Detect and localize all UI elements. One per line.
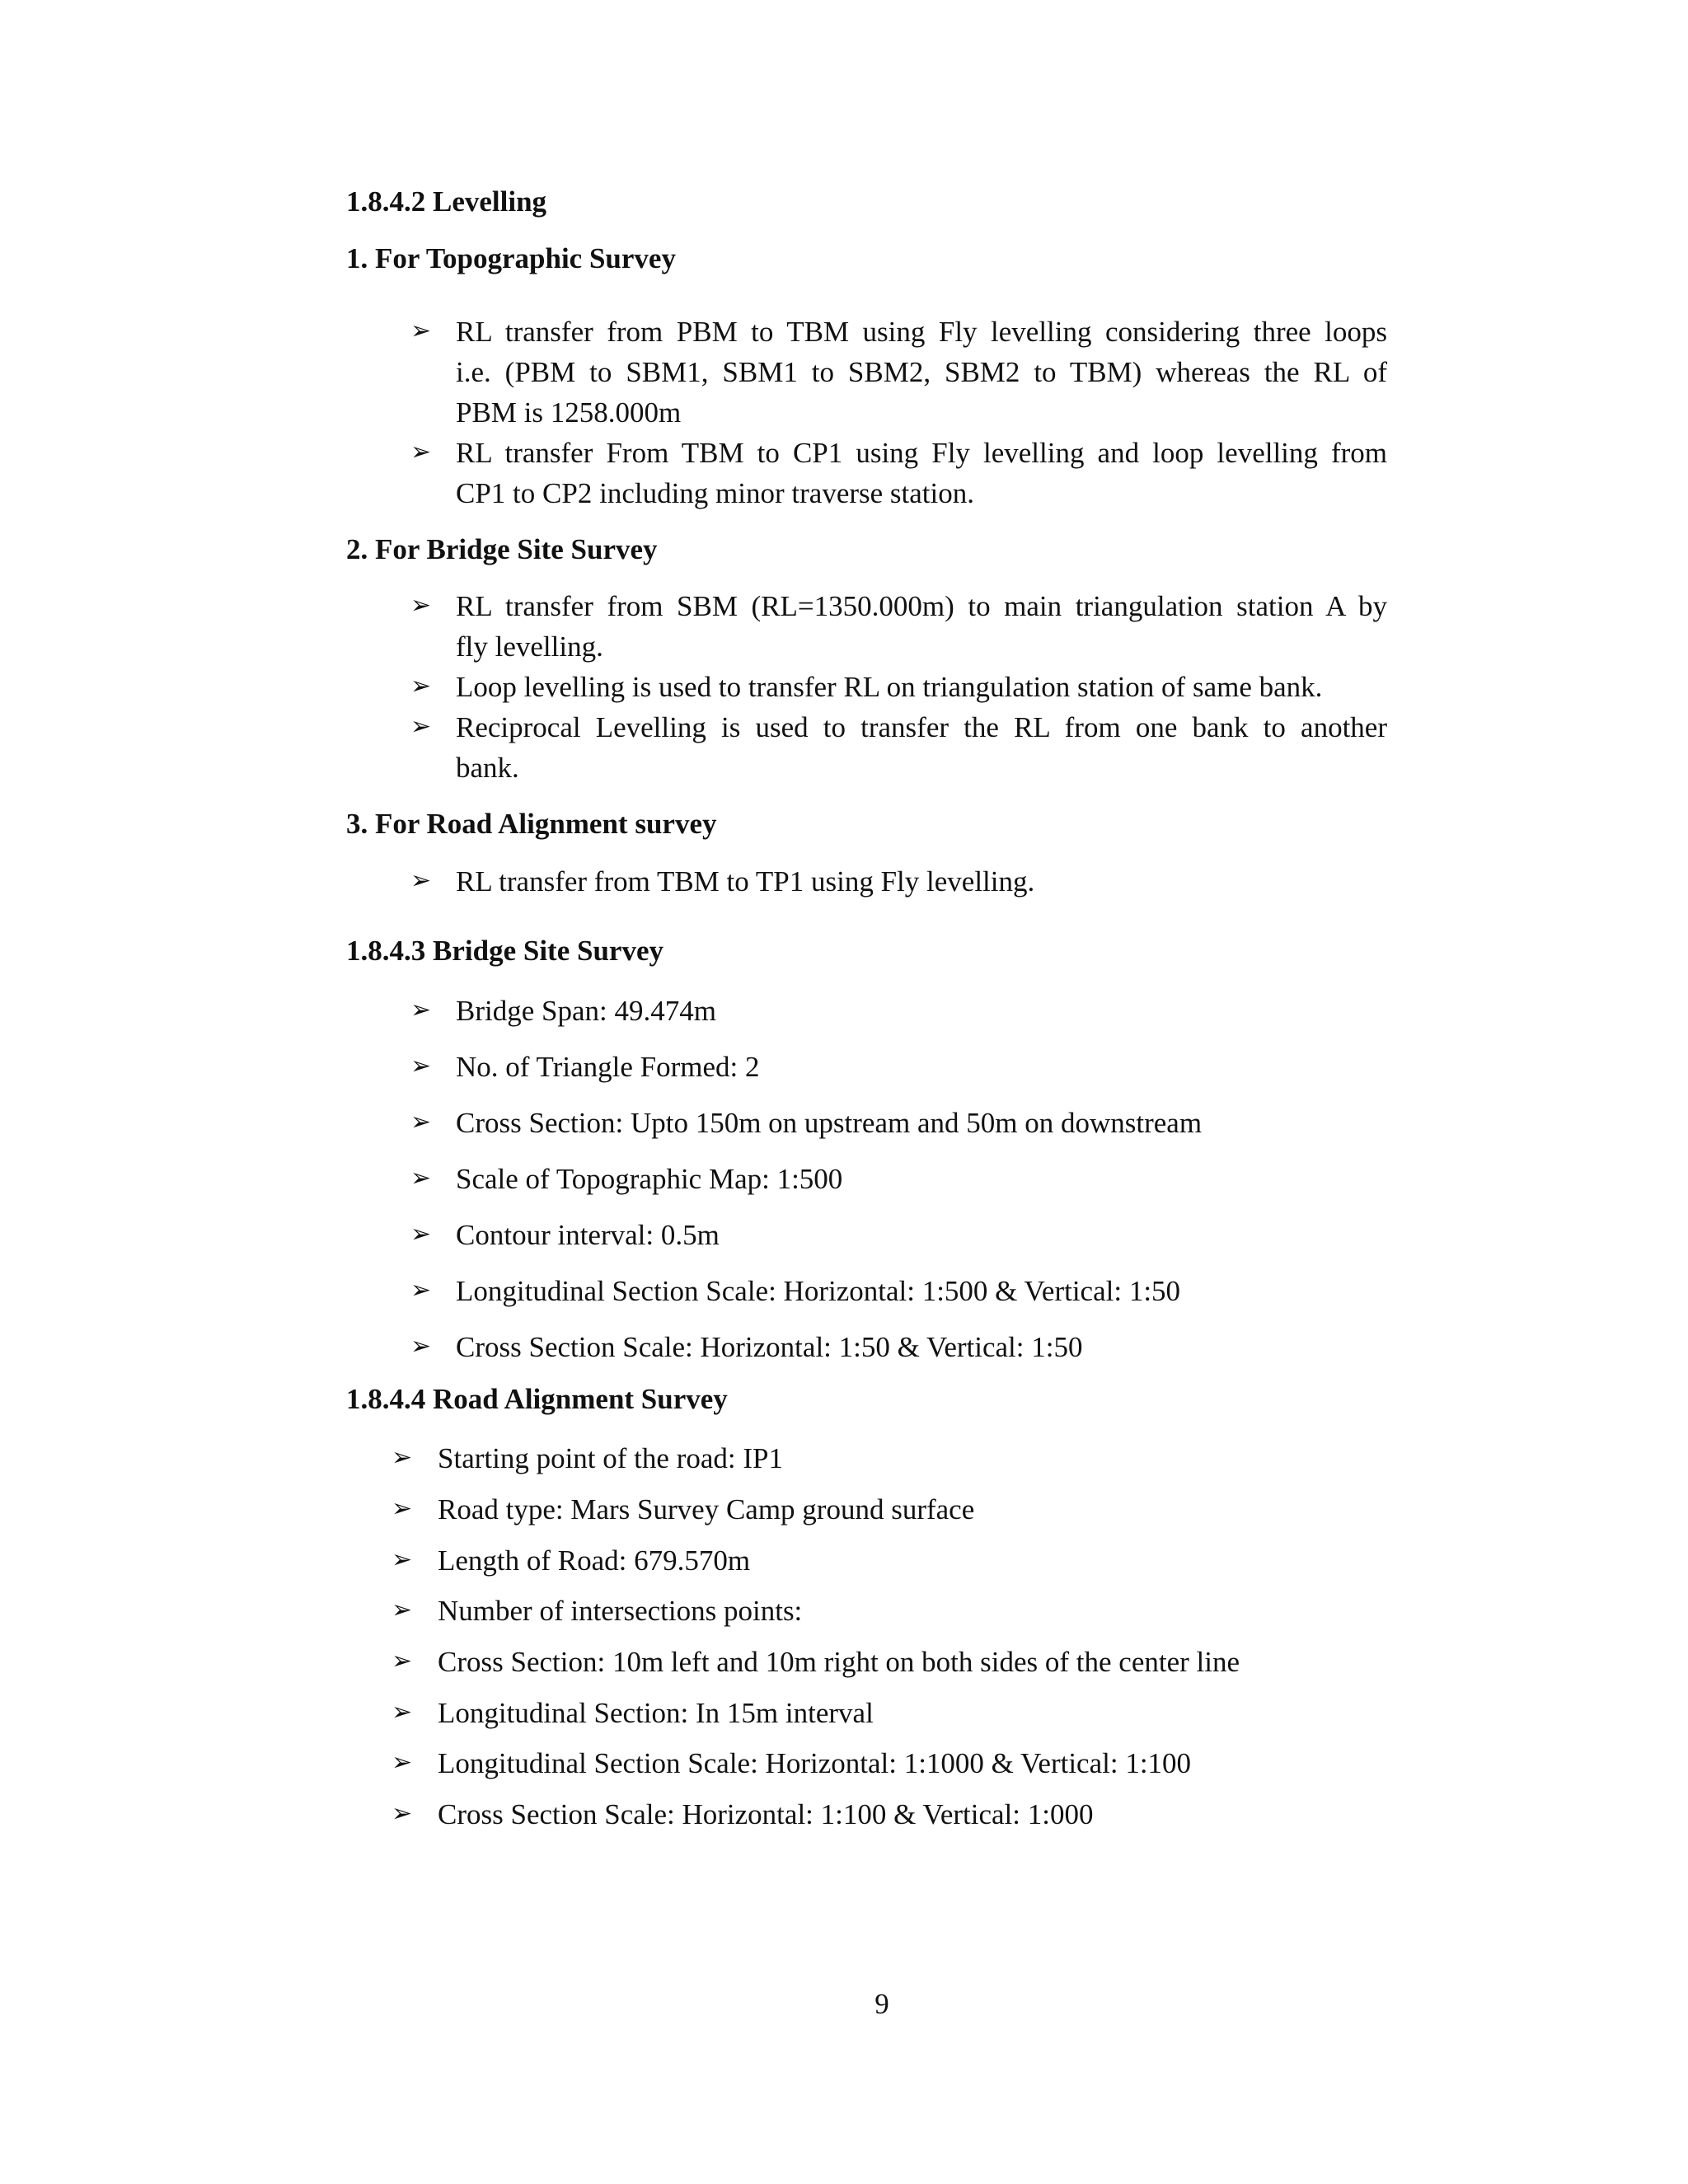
list-item-text: Bridge Span: 49.474m (456, 995, 716, 1027)
list-item-text: Loop levelling is used to transfer RL on triangulation station of same bank. (456, 671, 1323, 703)
list-item-text: RL transfer from SBM (RL=1350.000m) to main triangulation station A by (456, 590, 1387, 622)
list-item-text: Scale of Topographic Map: 1:500 (456, 1163, 843, 1195)
subheading-topographic: 1. For Topographic Survey (346, 242, 676, 274)
list-item-text: Length of Road: 679.570m (438, 1544, 751, 1577)
section-heading-bridge-site: 1.8.4.3 Bridge Site Survey (346, 935, 663, 967)
list-item-text: Longitudinal Section Scale: Horizontal: 1:1000 & Vertical: 1:100 (438, 1747, 1192, 1779)
page-number: 9 (874, 1988, 889, 2020)
arrow-bullet-icon: ➢ (410, 1164, 432, 1193)
subheading-bridge: 2. For Bridge Site Survey (346, 533, 658, 565)
list-item-text: Starting point of the road: IP1 (438, 1442, 783, 1474)
list-item-text: Road type: Mars Survey Camp ground surface (438, 1493, 975, 1526)
section-heading-road-alignment: 1.8.4.4 Road Alignment Survey (346, 1383, 728, 1415)
list-item-text: i.e. (PBM to SBM1, SBM1 to SBM2, SBM2 to TBM) whereas the RL of (456, 356, 1387, 388)
arrow-bullet-icon: ➢ (410, 672, 432, 701)
list-item-text: fly levelling. (456, 630, 603, 663)
list-item-text: bank. (456, 752, 519, 784)
arrow-bullet-icon: ➢ (392, 1494, 413, 1523)
arrow-bullet-icon: ➢ (392, 1698, 413, 1727)
list-item-text: Longitudinal Section: In 15m interval (438, 1697, 874, 1729)
arrow-bullet-icon: ➢ (410, 866, 432, 895)
list-item-text: Cross Section: 10m left and 10m right on both sides of the center line (438, 1646, 1240, 1678)
arrow-bullet-icon: ➢ (410, 438, 432, 466)
subheading-road: 3. For Road Alignment survey (346, 808, 717, 840)
list-item-text: PBM is 1258.000m (456, 396, 682, 429)
arrow-bullet-icon: ➢ (392, 1545, 413, 1574)
list-item-text: RL transfer From TBM to CP1 using Fly levelling and loop levelling from (456, 437, 1387, 469)
arrow-bullet-icon: ➢ (392, 1799, 413, 1828)
arrow-bullet-icon: ➢ (410, 712, 432, 741)
list-item-text: Reciprocal Levelling is used to transfer the RL from one bank to another (456, 711, 1387, 743)
arrow-bullet-icon: ➢ (410, 316, 432, 345)
arrow-bullet-icon: ➢ (392, 1748, 413, 1777)
list-item-text: Longitudinal Section Scale: Horizontal: 1:500 & Vertical: 1:50 (456, 1275, 1181, 1307)
list-item-text: RL transfer from PBM to TBM using Fly levelling considering three loops (456, 316, 1387, 348)
list-item-text: CP1 to CP2 including minor traverse station. (456, 477, 974, 509)
list-item-text: Cross Section: Upto 150m on upstream and 50m on downstream (456, 1107, 1203, 1139)
arrow-bullet-icon: ➢ (410, 1276, 432, 1305)
list-item-text: No. of Triangle Formed: 2 (456, 1051, 760, 1083)
list-item-text: RL transfer from TBM to TP1 using Fly levelling. (456, 865, 1035, 898)
arrow-bullet-icon: ➢ (410, 996, 432, 1024)
arrow-bullet-icon: ➢ (410, 1220, 432, 1249)
list-item-text: Contour interval: 0.5m (456, 1219, 720, 1251)
arrow-bullet-icon: ➢ (410, 1332, 432, 1361)
arrow-bullet-icon: ➢ (410, 1052, 432, 1080)
arrow-bullet-icon: ➢ (392, 1596, 413, 1624)
arrow-bullet-icon: ➢ (410, 591, 432, 620)
list-item-text: Number of intersections points: (438, 1595, 803, 1627)
arrow-bullet-icon: ➢ (392, 1443, 413, 1472)
section-heading-levelling: 1.8.4.2 Levelling (346, 185, 547, 218)
list-item-text: Cross Section Scale: Horizontal: 1:50 & Vertical: 1:50 (456, 1331, 1083, 1363)
arrow-bullet-icon: ➢ (392, 1647, 413, 1675)
arrow-bullet-icon: ➢ (410, 1108, 432, 1137)
list-item-text: Cross Section Scale: Horizontal: 1:100 & Vertical: 1:000 (438, 1798, 1094, 1830)
